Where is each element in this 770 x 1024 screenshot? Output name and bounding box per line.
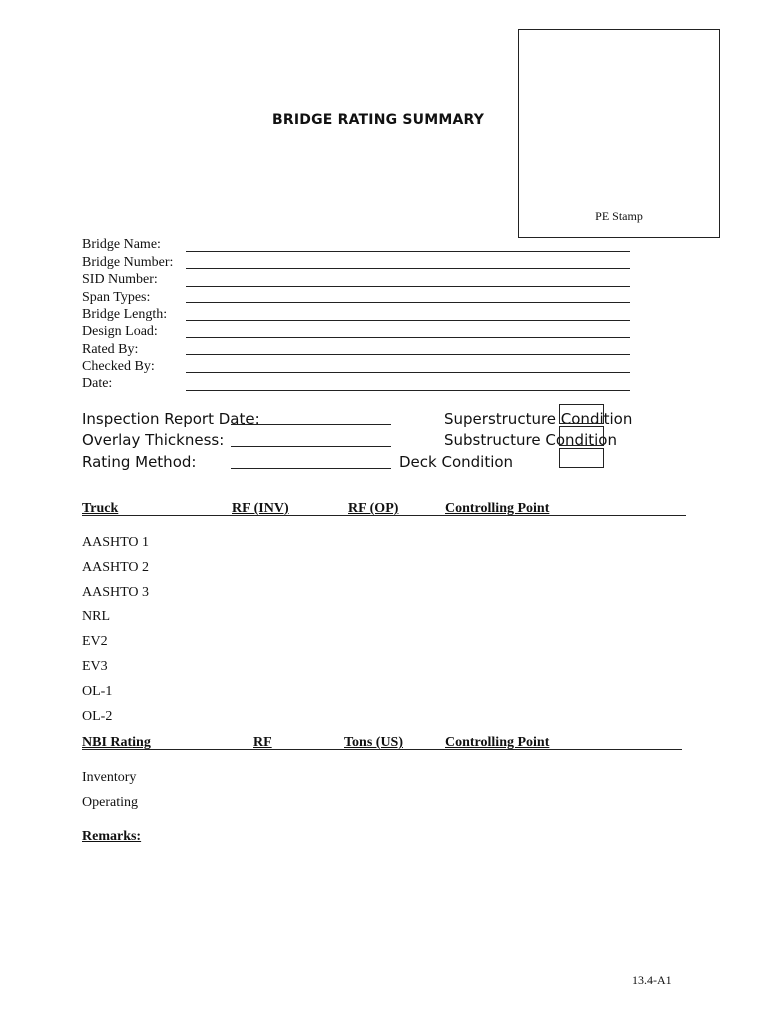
truck-row-ev2: EV2: [82, 634, 108, 649]
rating-method-label: Rating Method:: [82, 453, 197, 471]
substructure-condition-box[interactable]: [559, 426, 604, 446]
truck-header: Truck: [82, 501, 119, 516]
bridge-length-label: Bridge Length:: [82, 307, 168, 322]
bridge-name-label: Bridge Name:: [82, 237, 161, 252]
truck-row-aashto-1: AASHTO 1: [82, 535, 150, 550]
truck-row-aashto-3: AASHTO 3: [82, 585, 150, 600]
truck-row-ol-1: OL-1: [82, 684, 113, 699]
bridge-number-field[interactable]: [186, 268, 630, 269]
bridge-length-field[interactable]: [186, 320, 630, 321]
truck-row-aashto-2: AASHTO 2: [82, 560, 150, 575]
substructure-condition-label: Substructure Condition: [444, 431, 617, 449]
deck-condition-box[interactable]: [559, 448, 604, 468]
rated-by-label: Rated By:: [82, 342, 139, 357]
date-label: Date:: [82, 376, 113, 391]
date-field[interactable]: [186, 390, 630, 391]
truck-row-nrl: NRL: [82, 609, 110, 624]
inspection-report-date-label: Inspection Report Date:: [82, 410, 260, 428]
overlay-thickness-label: Overlay Thickness:: [82, 431, 225, 449]
rating-method-field[interactable]: [231, 468, 391, 469]
page-title: BRIDGE RATING SUMMARY: [272, 112, 485, 128]
truck-row-ol-2: OL-2: [82, 709, 113, 724]
deck-condition-label: Deck Condition: [399, 453, 514, 471]
page-number: 13.4-A1: [632, 973, 672, 987]
inspection-report-date-field[interactable]: [231, 424, 391, 425]
checked-by-label: Checked By:: [82, 359, 155, 374]
rated-by-field[interactable]: [186, 354, 630, 355]
controlling-point-header: Controlling Point: [445, 501, 550, 516]
superstructure-condition-label: Superstructure Condition: [444, 410, 633, 428]
rf-op-header: RF (OP): [348, 501, 399, 516]
superstructure-condition-box[interactable]: [559, 404, 604, 424]
overlay-thickness-field[interactable]: [231, 446, 391, 447]
span-types-label: Span Types:: [82, 290, 151, 305]
rf-inv-header: RF (INV): [232, 501, 289, 516]
nbi-controlling-point-header: Controlling Point: [445, 735, 550, 750]
truck-row-ev3: EV3: [82, 659, 108, 674]
remarks-label: Remarks:: [82, 829, 142, 844]
rf-header: RF: [253, 735, 272, 750]
nbi-row-operating: Operating: [82, 795, 138, 810]
bridge-name-field[interactable]: [186, 251, 630, 252]
sid-number-label: SID Number:: [82, 272, 158, 287]
pe-stamp-box: [518, 29, 720, 238]
bridge-number-label: Bridge Number:: [82, 255, 174, 270]
sid-number-field[interactable]: [186, 286, 630, 287]
nbi-rating-header: NBI Rating: [82, 735, 151, 750]
span-types-field[interactable]: [186, 302, 630, 303]
pe-stamp-label: PE Stamp: [595, 209, 643, 223]
tons-header: Tons (US): [344, 735, 404, 750]
design-load-field[interactable]: [186, 337, 630, 338]
nbi-row-inventory: Inventory: [82, 770, 137, 785]
design-load-label: Design Load:: [82, 324, 158, 339]
checked-by-field[interactable]: [186, 372, 630, 373]
